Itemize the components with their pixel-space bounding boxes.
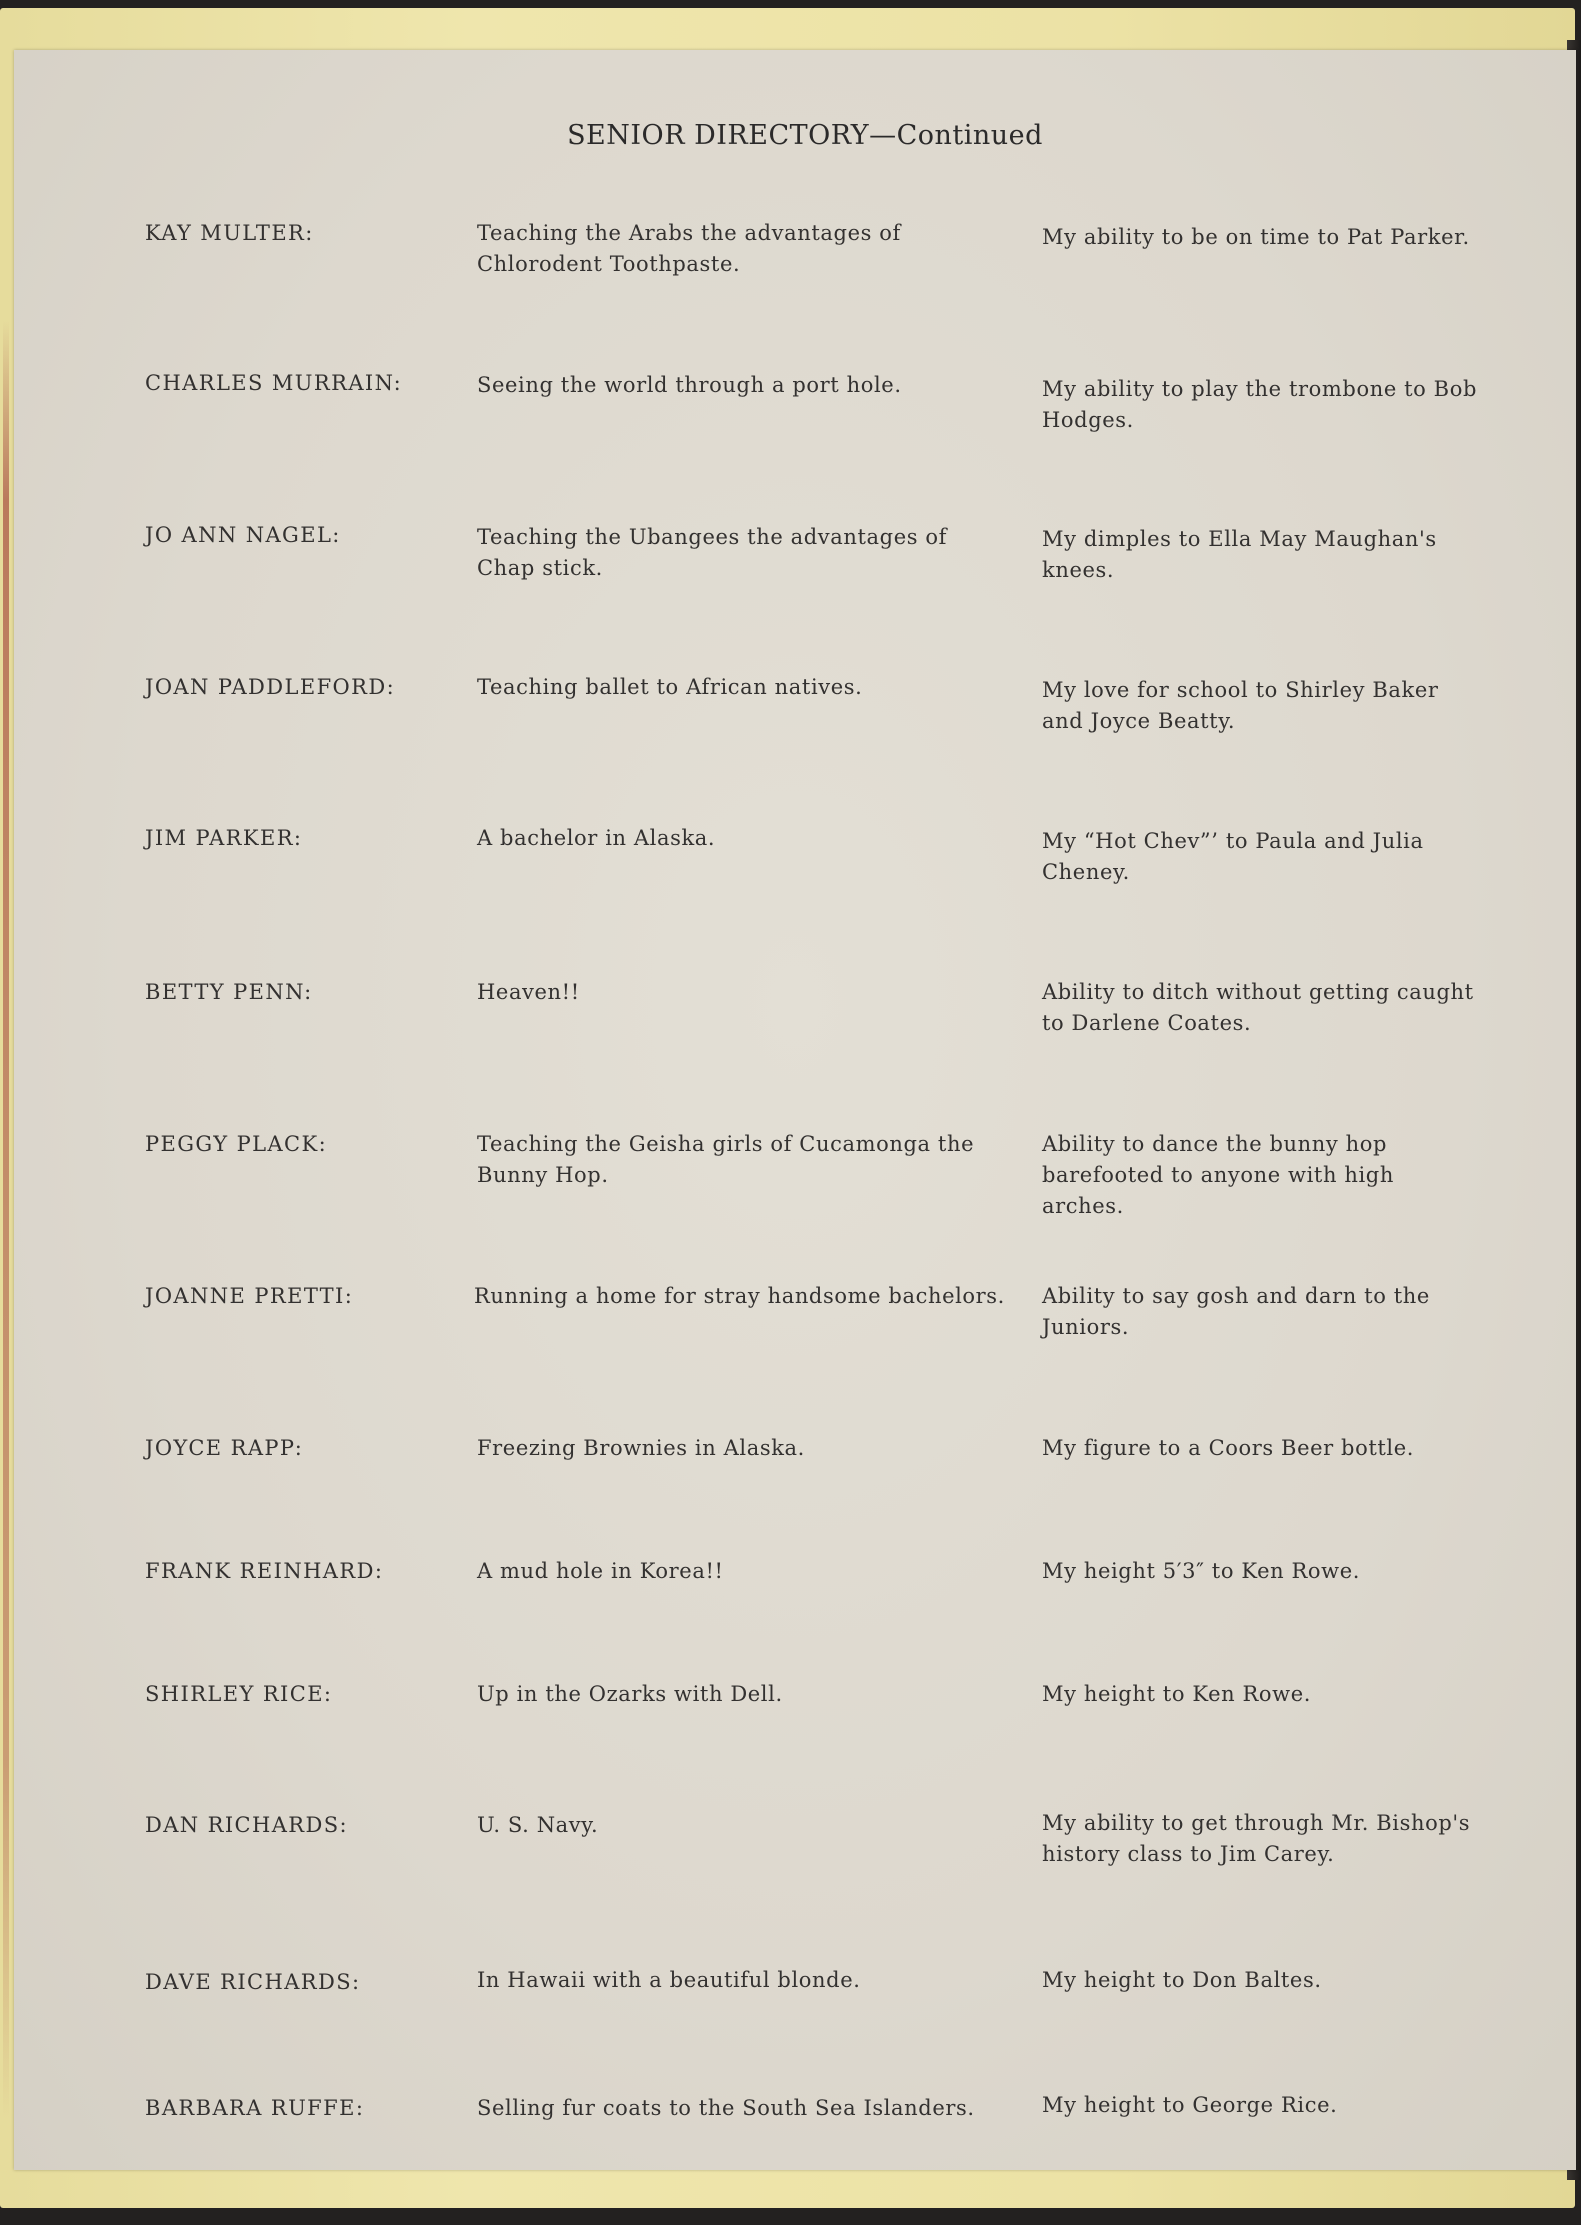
- senior-prophecy: A bachelor in Alaska.: [477, 826, 716, 850]
- senior-prophecy: Up in the Ozarks with Dell.: [477, 1682, 783, 1706]
- senior-will: My height to Ken Rowe.: [1042, 1682, 1312, 1706]
- senior-will: My height 5′3″ to Ken Rowe.: [1042, 1559, 1361, 1583]
- senior-name: CHARLES MURRAIN:: [145, 371, 403, 395]
- senior-will: My ability to get through Mr. Bishop's history class to Jim Carey.: [1042, 1811, 1471, 1866]
- senior-prophecy: Teaching the Arabs the advantages of Chlorodent Toothpaste.: [477, 221, 901, 276]
- senior-will: My ability to be on time to Pat Parker.: [1042, 225, 1470, 249]
- binding-stain: [3, 320, 9, 2120]
- senior-prophecy: Heaven!!: [477, 980, 580, 1004]
- senior-name: BETTY PENN:: [145, 980, 313, 1004]
- senior-name: DAN RICHARDS:: [145, 1813, 349, 1837]
- senior-name: DAVE RICHARDS:: [145, 1970, 361, 1994]
- senior-name: JIM PARKER:: [145, 826, 303, 850]
- senior-name: KAY MULTER:: [145, 221, 314, 245]
- senior-prophecy: Freezing Brownies in Alaska.: [477, 1436, 805, 1460]
- senior-prophecy: Teaching ballet to African natives.: [477, 675, 863, 699]
- senior-will: Ability to dance the bunny hop barefooted to anyone with high arches.: [1042, 1132, 1394, 1218]
- senior-name: JOYCE RAPP:: [145, 1436, 304, 1460]
- senior-prophecy: A mud hole in Korea!!: [477, 1559, 724, 1583]
- senior-name: BARBARA RUFFE:: [145, 2096, 365, 2120]
- senior-will: Ability to say gosh and darn to the Juniors.: [1042, 1284, 1430, 1339]
- senior-prophecy: Selling fur coats to the South Sea Islanders.: [477, 2096, 975, 2120]
- page-title: SENIOR DIRECTORY—Continued: [567, 120, 1043, 151]
- senior-name: SHIRLEY RICE:: [145, 1682, 333, 1706]
- senior-will: My love for school to Shirley Baker and Joyce Beatty.: [1042, 678, 1439, 733]
- senior-will: My figure to a Coors Beer bottle.: [1042, 1436, 1415, 1460]
- senior-will: My ability to play the trombone to Bob Hodges.: [1042, 377, 1477, 432]
- senior-prophecy: Seeing the world through a port hole.: [477, 373, 902, 397]
- senior-prophecy: In Hawaii with a beautiful blonde.: [477, 1968, 861, 1992]
- senior-will: My height to Don Baltes.: [1042, 1968, 1322, 1992]
- senior-name: FRANK REINHARD:: [145, 1559, 384, 1583]
- senior-will: My dimples to Ella May Maughan's knees.: [1042, 527, 1437, 582]
- senior-prophecy: U. S. Navy.: [477, 1813, 599, 1837]
- senior-prophecy: Running a home for stray handsome bachelors.: [474, 1284, 1005, 1308]
- senior-name: JOANNE PRETTI:: [145, 1284, 354, 1308]
- senior-will: My “Hot Chev”’ to Paula and Julia Cheney.: [1042, 829, 1424, 884]
- senior-name: PEGGY PLACK:: [145, 1132, 328, 1156]
- senior-name: JOAN PADDLEFORD:: [145, 675, 396, 699]
- senior-name: JO ANN NAGEL:: [145, 523, 341, 547]
- senior-will: Ability to ditch without getting caught to Darlene Coates.: [1042, 980, 1474, 1035]
- senior-prophecy: Teaching the Geisha girls of Cucamonga the Bunny Hop.: [477, 1132, 975, 1187]
- senior-prophecy: Teaching the Ubangees the advantages of Chap stick.: [477, 525, 948, 580]
- senior-will: My height to George Rice.: [1042, 2093, 1338, 2117]
